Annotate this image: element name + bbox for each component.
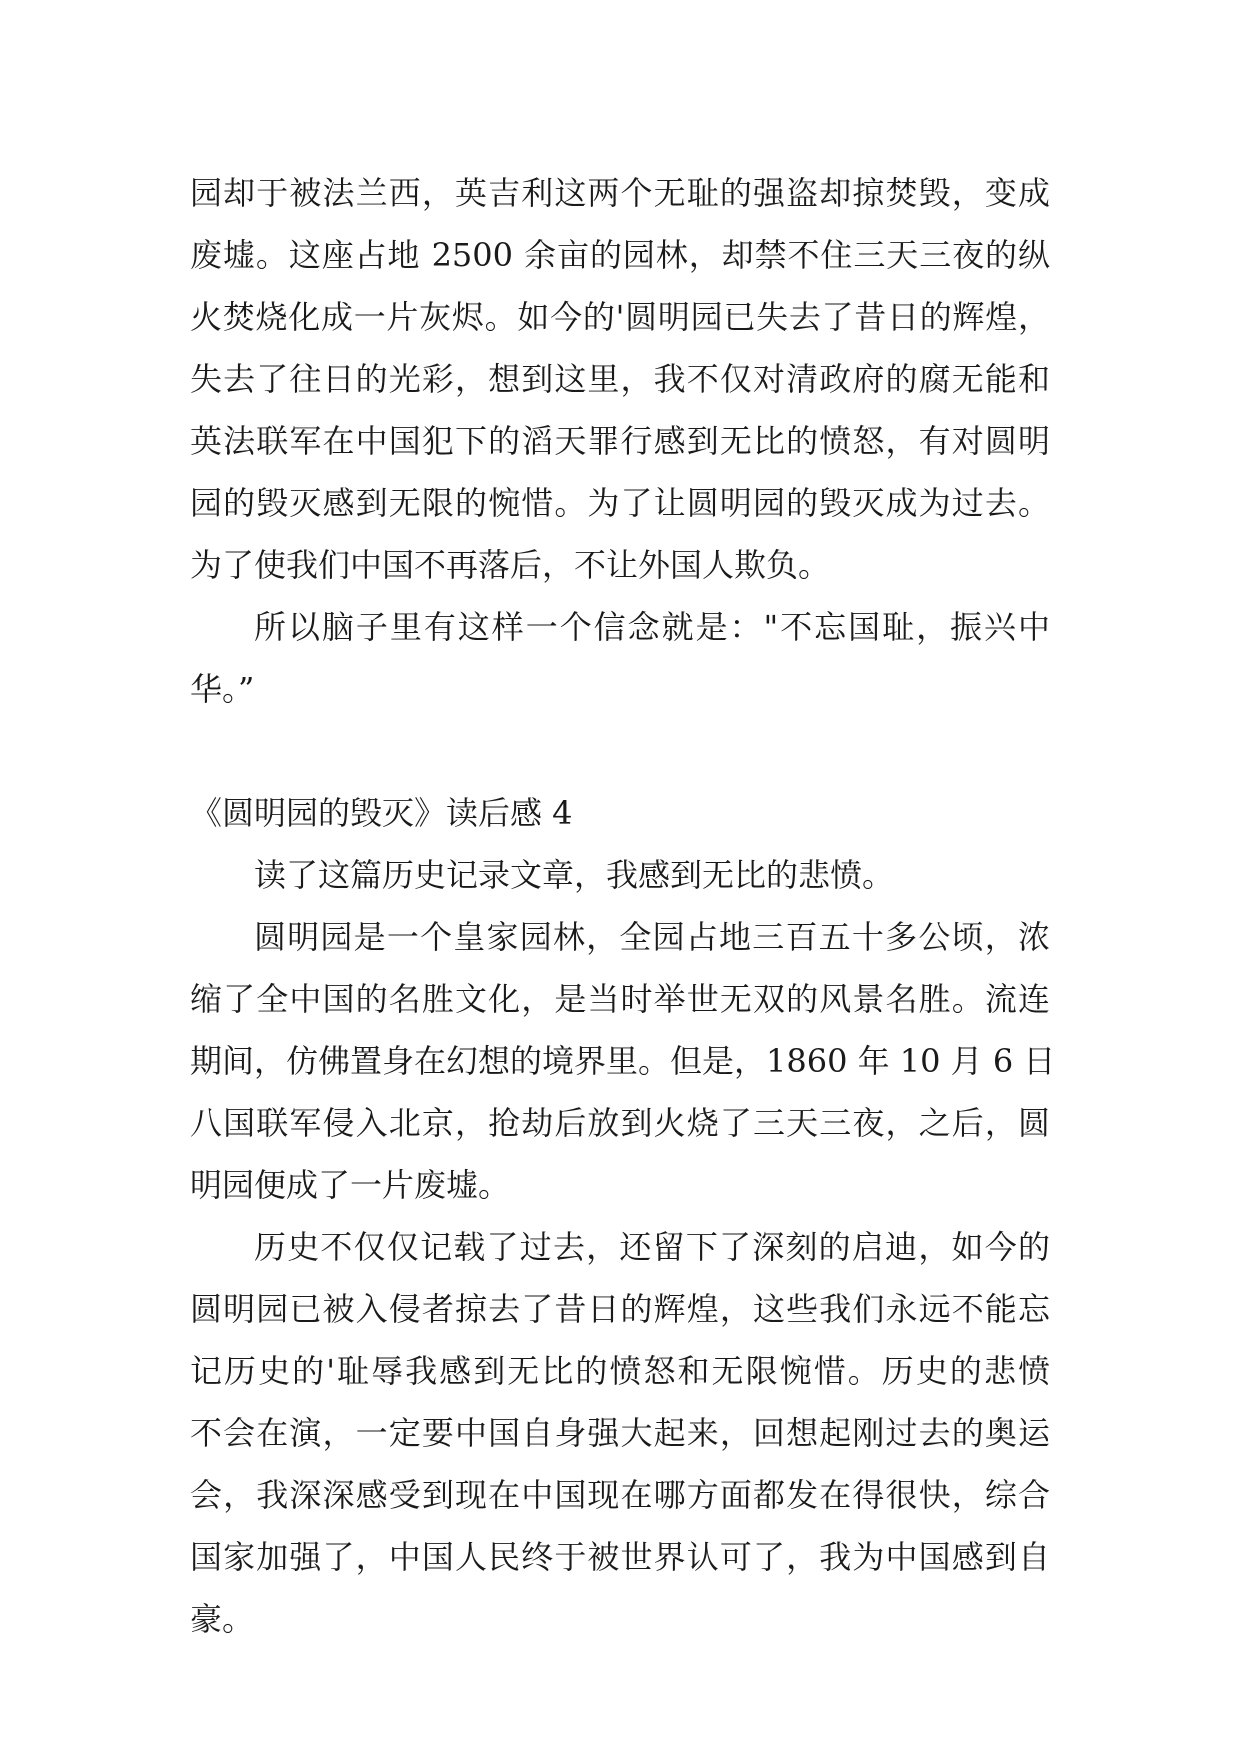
- text-line: 圆明园是一个皇家园林，全园占地三百五十多公顷，浓: [254, 918, 1050, 956]
- paragraph-reflection: [190, 1216, 1050, 1650]
- text-line: 英法联军在中国犯下的滔天罪行感到无比的愤怒，有对圆明: [190, 422, 1050, 460]
- text-line: 期间，仿佛置身在幻想的境界里。但是，1860 年 10 月 6 日: [190, 1042, 1056, 1080]
- paragraph-history: [190, 906, 1056, 1216]
- text-line: 记历史的'耻辱我感到无比的愤怒和无限惋惜。历史的悲愤: [190, 1352, 1050, 1390]
- section-heading: 《圆明园的毁灭》读后感 4: [190, 794, 573, 832]
- text-line: 历史不仅仅记载了过去，还留下了深刻的启迪，如今的: [254, 1228, 1050, 1266]
- paragraph-closing: [190, 596, 1050, 720]
- text-line: 为了使我们中国不再落后，不让外国人欺负。: [190, 546, 831, 584]
- text-line: 所以脑子里有这样一个信念就是："不忘国耻，振兴中: [254, 608, 1050, 646]
- text-line: 明园便成了一片废墟。: [190, 1166, 511, 1204]
- text-line: 火焚烧化成一片灰烬。如今的'圆明园已失去了昔日的辉煌，: [190, 298, 1050, 336]
- text-line: 圆明园已被入侵者掠去了昔日的辉煌，这些我们永远不能忘: [190, 1290, 1050, 1328]
- text-line: 缩了全中国的名胜文化，是当时举世无双的风景名胜。流连: [190, 980, 1050, 1018]
- text-line: 不会在演，一定要中国自身强大起来，回想起刚过去的奥运: [190, 1414, 1050, 1452]
- text-line: 国家加强了，中国人民终于被世界认可了，我为中国感到自: [190, 1538, 1050, 1576]
- text-line: 读了这篇历史记录文章，我感到无比的悲愤。: [254, 856, 895, 894]
- text-line: 八国联军侵入北京，抢劫后放到火烧了三天三夜，之后，圆: [190, 1104, 1050, 1142]
- text-line: 华。”: [190, 670, 255, 708]
- text-line: 园的毁灭感到无限的惋惜。为了让圆明园的毁灭成为过去。: [190, 484, 1050, 522]
- text-line: 园却于被法兰西，英吉利这两个无耻的强盗却掠焚毁，变成: [190, 174, 1050, 212]
- paragraph-intro: [190, 844, 1050, 906]
- text-line: 豪。: [190, 1600, 255, 1638]
- paragraph-continued: [190, 162, 1050, 596]
- document-body: [190, 162, 1056, 1650]
- section-spacer: [190, 720, 1050, 782]
- text-line: 会，我深深感受到现在中国现在哪方面都发在得很快，综合: [190, 1476, 1050, 1514]
- text-line: 废墟。这座占地 2500 余亩的园林，却禁不住三天三夜的纵: [190, 236, 1050, 274]
- text-line: 失去了往日的光彩，想到这里，我不仅对清政府的腐无能和: [190, 360, 1050, 398]
